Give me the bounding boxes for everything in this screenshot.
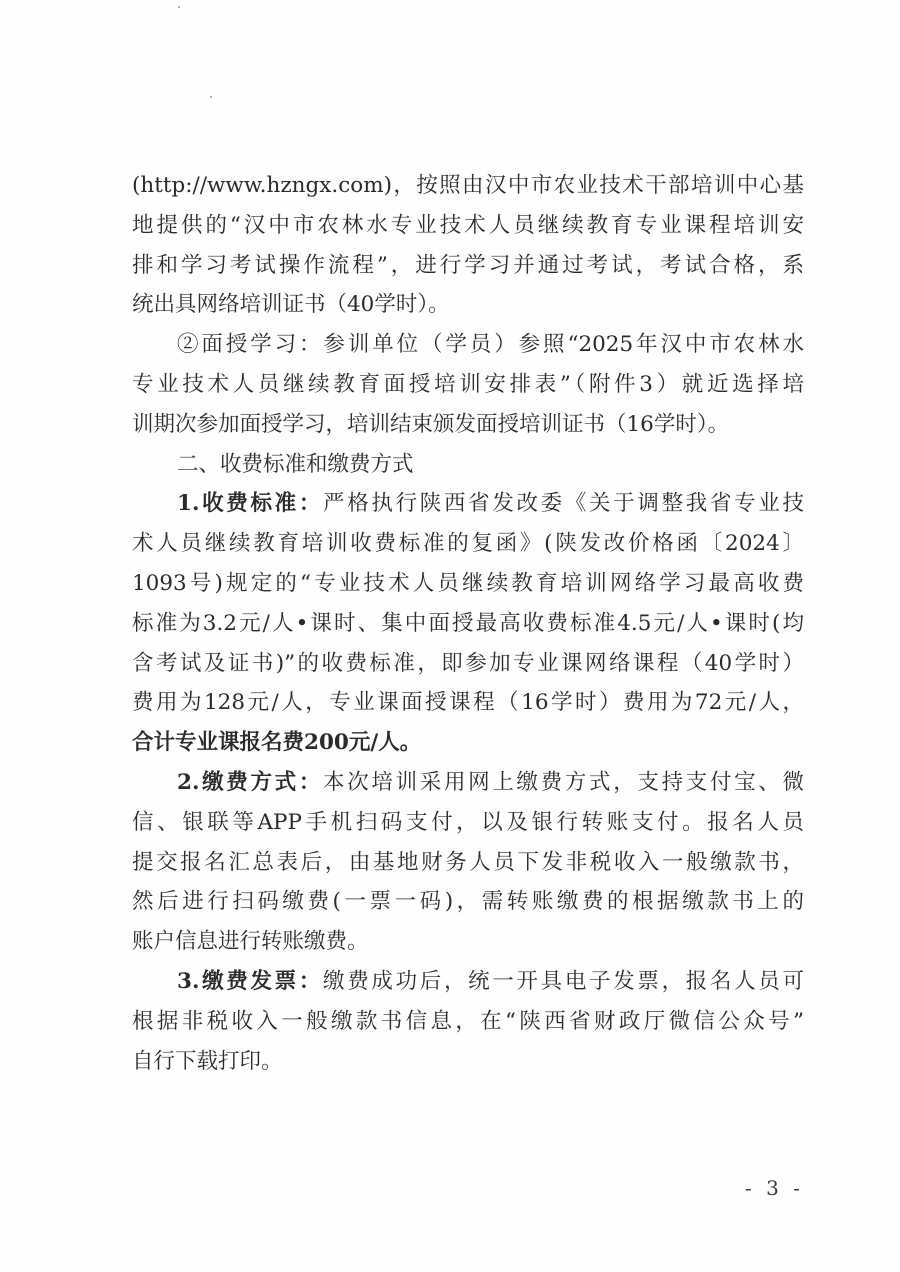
payment-invoice-label: 3.缴费发票： xyxy=(177,968,324,994)
text-line: 1093号)规定的“专业技术人员继续教育培训网络学习最高收费 xyxy=(132,570,804,596)
text-line xyxy=(132,484,804,524)
fee-total-line: 合计专业课报名费200元/人。 xyxy=(132,730,422,756)
text-line: 专业技术人员继续教育面授培训安排表”（附件3）就近选择培 xyxy=(132,371,804,397)
scan-speck xyxy=(178,6,180,8)
text-line: ②面授学习：参训单位（学员）参照“2025年汉中市农林水 xyxy=(177,332,804,358)
payment-method-label: 2.缴费方式： xyxy=(177,769,324,795)
text-line: (http://www.hzngx.com)，按照由汉中市农业技术干部培训中心基 xyxy=(132,173,804,198)
text-line: 账户信息进行转账缴费。 xyxy=(132,929,369,955)
text-span: 缴费成功后，统一开具电子发票，报名人员可 xyxy=(323,968,804,994)
document-body xyxy=(132,166,804,1081)
text-line: 信、银联等APP手机扫码支付，以及银行转账支付。报名人员 xyxy=(132,809,804,835)
text-line: 含考试及证书)”的收费标准，即参加专业课网络课程（40学时） xyxy=(132,650,804,676)
text-line: 统出具网络培训证书（40学时）。 xyxy=(132,292,450,318)
text-line: 提交报名汇总表后，由基地财务人员下发非税收入一般缴款书， xyxy=(132,849,804,875)
text-span: 严格执行陕西省发改委《关于调整我省专业技 xyxy=(323,491,804,517)
section-heading: 二、收费标准和缴费方式 xyxy=(177,451,414,477)
fee-standard-label: 1.收费标准： xyxy=(177,491,324,517)
text-line: 然后进行扫码缴费(一票一码)，需转账缴费的根据缴款书上的 xyxy=(132,889,804,915)
text-line: 标准为3.2元/人•课时、集中面授最高收费标准4.5元/人•课时(均 xyxy=(132,610,804,636)
text-line: 地提供的“汉中市农林水专业技术人员继续教育专业课程培训安 xyxy=(132,212,804,238)
text-line: 训期次参加面授学习，培训结束颁发面授培训证书（16学时）。 xyxy=(132,411,730,437)
scan-speck xyxy=(210,96,212,98)
text-line: 费用为128元/人，专业课面授课程（16学时）费用为72元/人， xyxy=(132,690,804,716)
text-line: 术人员继续教育培训收费标准的复函》(陕发改价格函〔2024〕 xyxy=(132,531,804,557)
text-line: 自行下载打印。 xyxy=(132,1048,283,1074)
text-span: 本次培训采用网上缴费方式，支持支付宝、微 xyxy=(323,769,804,795)
text-line: 根据非税收入一般缴款书信息，在“陕西省财政厅微信公众号” xyxy=(132,1008,804,1034)
text-line: 排和学习考试操作流程”，进行学习并通过考试，考试合格，系 xyxy=(132,252,804,278)
text-line xyxy=(132,962,804,1002)
page-number: - 3 - xyxy=(745,1176,804,1200)
text-line xyxy=(132,763,804,803)
